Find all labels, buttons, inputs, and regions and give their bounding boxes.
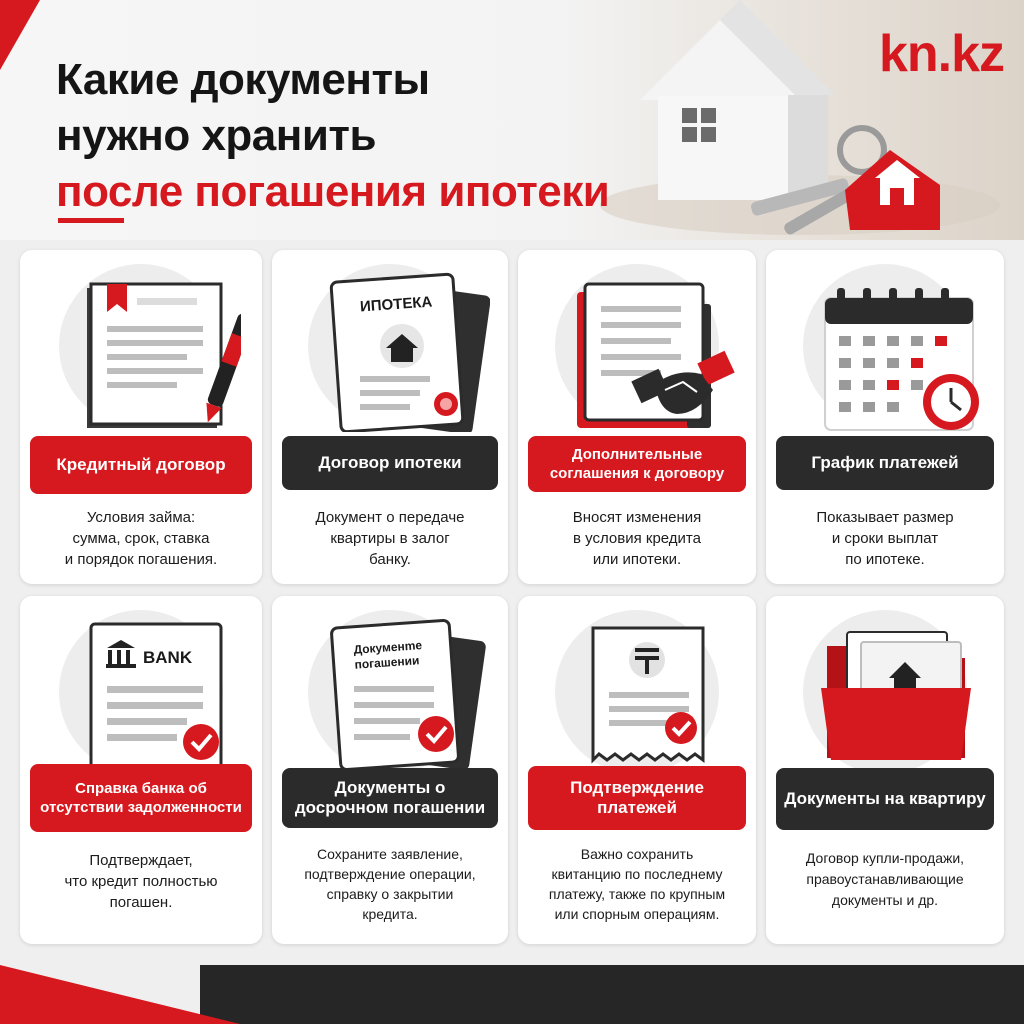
title-line-3: после погашения ипотеки <box>56 167 610 216</box>
card-description: Документ о передаче квартиры в залог банку. <box>315 509 465 568</box>
brand-logo: kn.kz <box>878 25 1004 83</box>
doc-heading: Докуменmе погашении <box>353 638 423 672</box>
card-early-repayment <box>272 596 508 944</box>
title-line-1: Какие документы <box>56 55 430 104</box>
agreement-handshake-icon <box>537 264 737 432</box>
doc-heading: ИПОТЕКА <box>359 293 433 316</box>
early-repayment-document-icon <box>290 610 490 778</box>
card-label: Договор ипотеки <box>282 436 498 490</box>
card-payment-confirmation <box>518 596 756 944</box>
card-credit-agreement <box>20 250 262 584</box>
card-description: Условия займа: сумма, срок, ставка и порядок погашения. <box>64 509 218 568</box>
card-label: Справка банка об отсутствии задолженности <box>30 764 252 832</box>
contract-with-pen-icon <box>41 264 241 432</box>
card-apartment-documents <box>766 596 1004 944</box>
page-title <box>56 52 609 220</box>
card-label: Дополнительные соглашения к договору <box>528 436 746 492</box>
folder-house-icon <box>785 610 985 778</box>
card-description: Договор купли-продажи, правоустанавливающие документы и др. <box>805 850 965 908</box>
calendar-clock-icon <box>785 264 985 432</box>
card-description: Важно сохранить квитанцию по последнему платежу, также по крупным или спорным операциям. <box>548 846 726 922</box>
card-label: График платежей <box>776 436 994 490</box>
footer-dark-band <box>200 965 1024 1024</box>
mortgage-document-icon <box>290 264 490 432</box>
header-corner-accent <box>0 0 40 70</box>
header <box>0 0 1024 240</box>
card-label: Подтверждение платежей <box>528 766 746 830</box>
card-mortgage-agreement <box>272 250 508 584</box>
card-additional-agreements <box>518 250 756 584</box>
card-description: Подтверждает, что кредит полностью погашен. <box>64 852 218 911</box>
tenge-receipt-icon <box>537 610 737 778</box>
card-label: Документы на квартиру <box>776 768 994 830</box>
card-description: Вносят изменения в условия кредита или ипотеки. <box>572 509 702 568</box>
card-description: Сохраните заявление, подтверждение операции, справку о закрытии кредита. <box>304 846 476 922</box>
bank-certificate-icon <box>41 610 241 778</box>
title-line-2: нужно хранить <box>56 111 376 160</box>
card-bank-certificate <box>20 596 262 944</box>
doc-heading: BANK <box>143 648 193 667</box>
card-label: Кредитный договор <box>30 436 252 494</box>
card-label: Документы о досрочном погашении <box>282 768 498 828</box>
title-underline <box>58 218 124 223</box>
card-payment-schedule <box>766 250 1004 584</box>
card-description: Показывает размер и сроки выплат по ипотеке. <box>816 509 954 568</box>
footer-red-wedge <box>0 965 240 1024</box>
